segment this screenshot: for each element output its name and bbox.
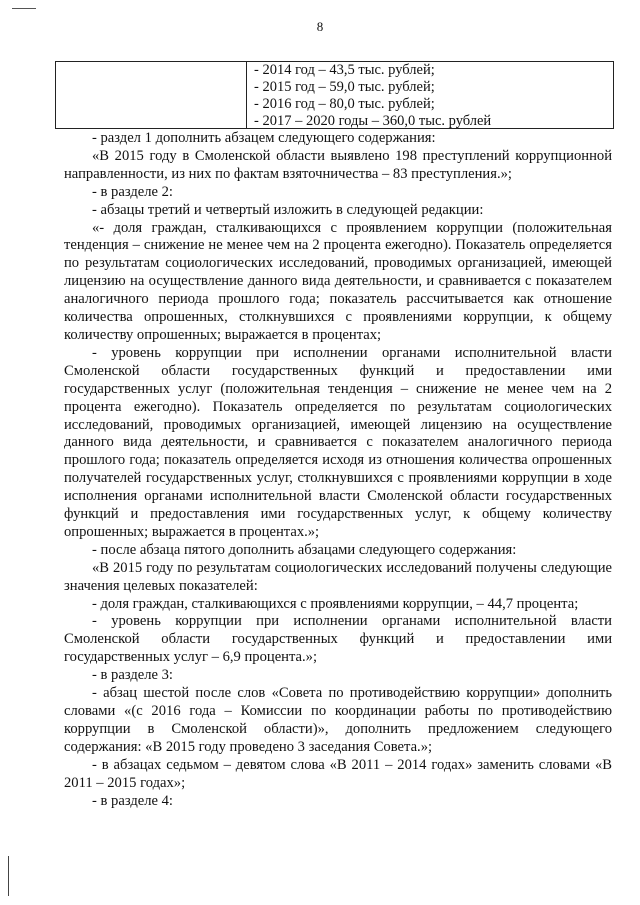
table-cell-funding <box>254 62 609 130</box>
scan-mark <box>12 8 36 9</box>
paragraph: - абзацы третий и четвертый изложить в следующей редакции: <box>92 201 484 218</box>
table-row: - 2017 – 2020 годы – 360,0 тыс. рублей <box>254 113 492 129</box>
paragraph: - доля граждан, сталкивающихся с проявлениями коррупции, – 44,7 процента; <box>92 595 579 612</box>
table-row: - 2016 год – 80,0 тыс. рублей; <box>254 96 435 112</box>
paragraph: - в абзацах седьмом – девятом слова «В 2011 – 2014 годах» заменить словами «В 2011 – 2015 годах»; <box>64 756 612 791</box>
margin-mark <box>8 856 9 896</box>
paragraph: «В 2015 году по результатам социологических исследований получены следующие значения целевых показателей: <box>64 559 612 594</box>
paragraph: «В 2015 году в Смоленской области выявлено 198 преступлений коррупционной направленности, из них по фактам взяточничества – 83 преступления.»; <box>64 147 612 182</box>
paragraph: - абзац шестой после слов «Совета по противодействию коррупции» дополнить словами «(с 2016 года – Комиссии по координации работы по противодействию коррупции в Смоленской области)», дополнить предложением следующего содержания: «В 2015 году проведено 3 заседания Совета.»; <box>64 685 612 755</box>
paragraph: - в разделе 4: <box>92 792 173 809</box>
paragraph: - уровень коррупции при исполнении органами исполнительной власти Смоленской области государственных функций и предоставлении ими государственных услуг – 6,9 процента.»; <box>64 613 612 666</box>
page-number: 8 <box>316 19 324 34</box>
table-row: - 2015 год – 59,0 тыс. рублей; <box>254 79 435 95</box>
budget-table <box>55 61 614 129</box>
table-row: - 2014 год – 43,5 тыс. рублей; <box>254 62 435 78</box>
paragraph: - после абзаца пятого дополнить абзацами следующего содержания: <box>92 541 517 558</box>
paragraph: - раздел 1 дополнить абзацем следующего содержания: <box>92 130 436 146</box>
paragraph: - в разделе 2: <box>92 183 173 200</box>
paragraph: - в разделе 3: <box>92 667 173 684</box>
table-column-divider <box>246 62 247 128</box>
paragraph: - уровень коррупции при исполнении органами исполнительной власти Смоленской области государственных функций и предоставлении ими государственных услуг (положительная тенденция – снижение не менее чем на 2 процента ежегодно). Показатель определяется по результатам социологических исследований, проводимых организацией, имеющей лицензию на осуществление данного вида деятельности, и сравнивается с показателем аналогичного периода прошлого года; показатель определяется исходя из отношения количества опрошенных получателей государственных услуг, столкнувшихся с проявлениями коррупции в ходе исполнения органами исполнительной власти Смоленской области государственных функций и предоставления ими государственных услуг, к общему количеству опрошенных; выражается в процентах.»; <box>64 344 612 540</box>
paragraph: «- доля граждан, сталкивающихся с проявлением коррупции (положительная тенденция – снижение не менее чем на 2 процента ежегодно). Показатель определяется по результатам социологических исследований, проводимых организацией, имеющей лицензию на осуществление данного вида деятельности, и сравнивается с показателем аналогичного периода прошлого года; показатель рассчитывается как отношение количества опрошенных, столкнувшихся с проявлениями коррупции, к общему количеству опрошенных; выражается в процентах; <box>64 219 612 343</box>
document-body <box>64 130 612 810</box>
